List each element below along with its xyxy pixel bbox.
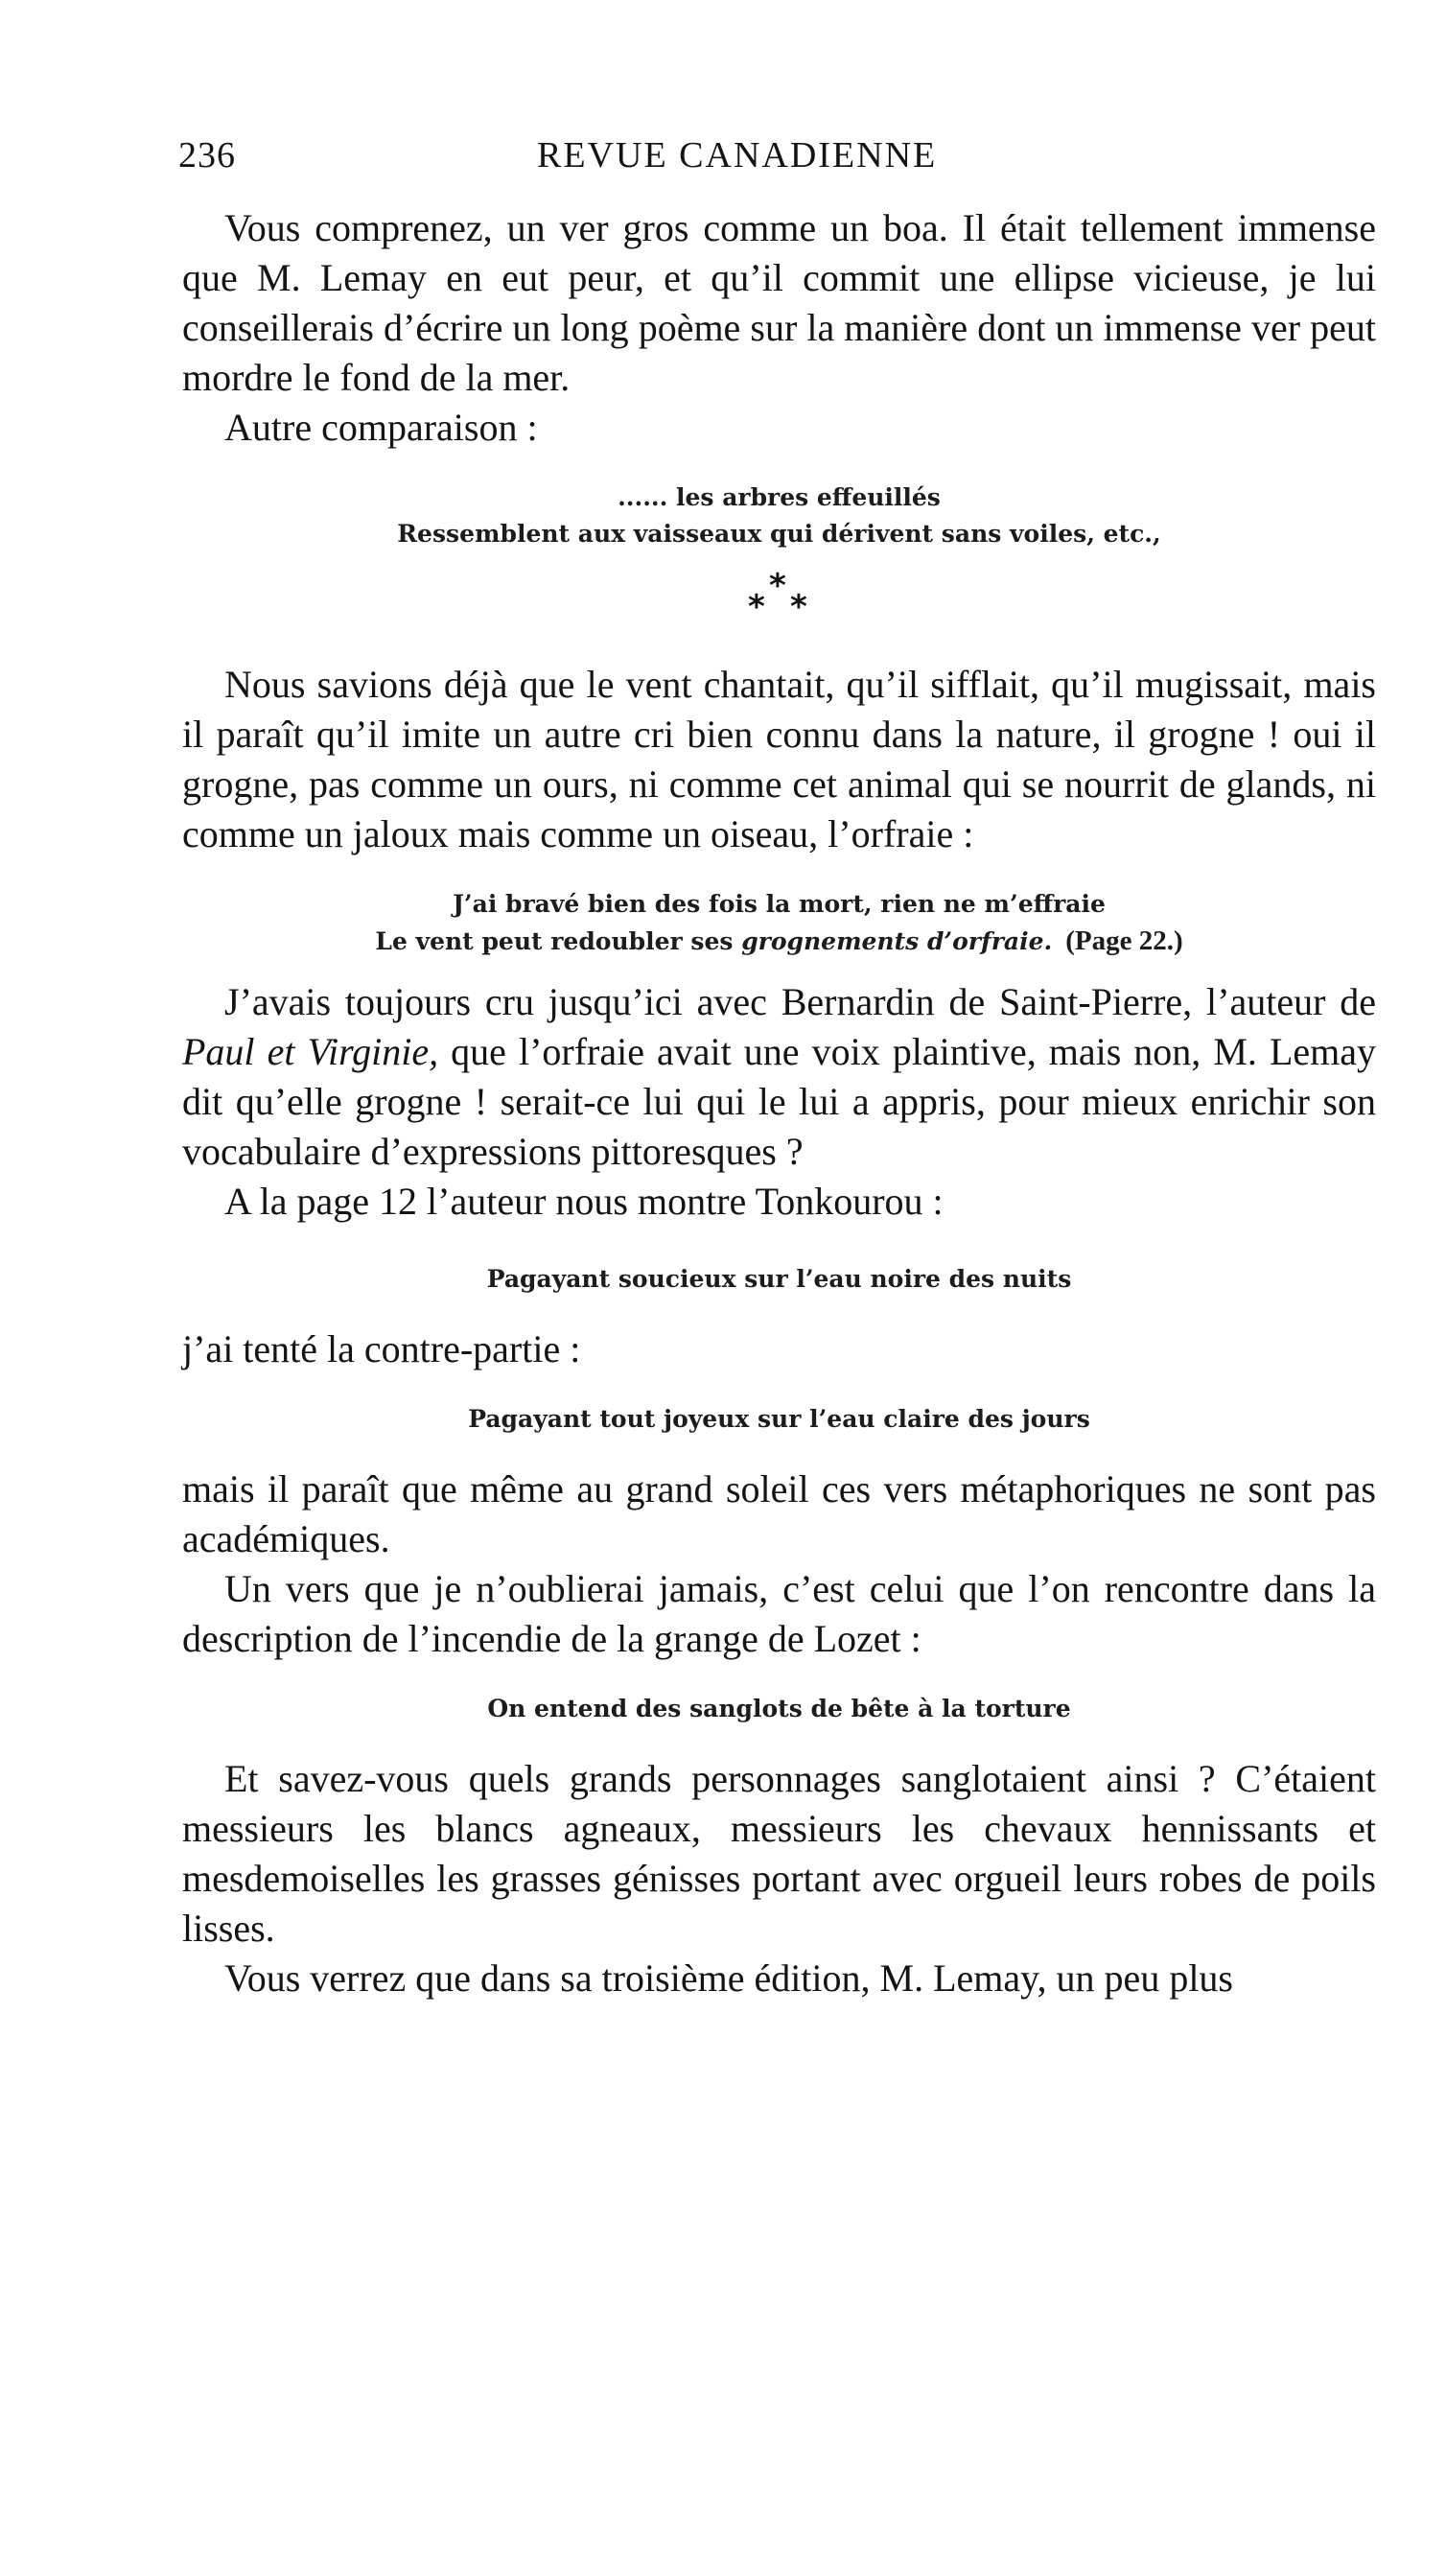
asterism-ornament [182,567,1376,637]
verse-quote-1-line-1: ...... les arbres effeuillés [618,483,941,511]
paragraph-7: mais il paraît que même au grand soleil ces vers métaphoriques ne sont pas académiques. [182,1467,1376,1560]
paragraph-9: Et savez-vous quels grands personnages sanglotaient ainsi ? C’étaient messieurs les blancs agneaux, messieurs les chevaux hennissants et mesdemoiselles les grasses génisses portant avec orgueil leurs robes de poils lisses. [182,1757,1376,1950]
page-number: 236 [178,135,236,176]
paragraph-1: Vous comprenez, un ver gros comme un boa. Il était tellement immense que M. Lemay en eut peur, et qu’il commit une ellipse vicieuse, je lui conseillerais d’écrire un long poème sur la manière dont un immense ver peut mordre le fond de la mer. [182,206,1376,399]
paragraph-4 [182,977,1376,1177]
verse-quote-3-line: Pagayant soucieux sur l’eau noire des nuits [486,1265,1072,1293]
page-body [182,203,1376,2003]
paragraph-2: Autre comparaison : [224,406,538,449]
verse-quote-2-line-2 [182,923,1376,960]
verse-quote-2-line-1: J’ai bravé bien des fois la mort, rien ne m’effraie [453,890,1106,918]
paragraph-6: j’ai tenté la contre-partie : [182,1327,581,1370]
page-header [178,134,1387,184]
verse-quote-2-line-2-text: Le vent peut redoubler ses [375,927,742,955]
verse-quote-5-line: On entend des sanglots de bête à la torture [487,1695,1071,1722]
page-reference: (Page 22.) [1065,925,1183,956]
paragraph-8: Un vers que je n’oublierai jamais, c’est celui que l’on rencontre dans la description de l’incendie de la grange de Lozet : [182,1567,1376,1660]
verse-quote-1 [182,480,1376,552]
asterism-star-top: * [769,567,786,605]
asterism-star-left: * [748,588,765,626]
verse-quote-2 [182,886,1376,960]
asterism-star-right: * [790,588,807,626]
book-title-italic: Paul et Virginie, [182,1030,439,1073]
verse-quote-5 [182,1691,1376,1727]
paragraph-4-text-a: J’avais toujours cru jusqu’ici avec Bernardin de Saint-Pierre, l’auteur de [224,980,1376,1023]
paragraph-5: A la page 12 l’auteur nous montre Tonkourou : [224,1180,944,1223]
verse-quote-4 [182,1401,1376,1438]
verse-quote-2-italic: grognements d’orfraie. [741,927,1053,955]
verse-quote-4-line: Pagayant tout joyeux sur l’eau claire des jours [468,1405,1090,1433]
paragraph-10: Vous verrez que dans sa troisième édition, M. Lemay, un peu plus [224,1956,1233,2000]
verse-quote-3 [182,1261,1376,1298]
verse-quote-1-line-2: Ressemblent aux vaisseaux qui dérivent sans voiles, etc., [397,520,1161,548]
running-title: REVUE CANADIENNE [537,135,938,176]
paragraph-3: Nous savions déjà que le vent chantait, qu’il sifflait, qu’il mugissait, mais il paraît qu’il imite un autre cri bien connu dans la nature, il grogne ! oui il grogne, pas comme un ours, ni comme cet animal qui se nourrit de glands, ni comme un jaloux mais comme un oiseau, l’orfraie : [182,663,1376,855]
paragraph-4-text-b: que l’orfraie avait une voix plaintive, mais non, M. Lemay dit qu’elle grogne ! serait-ce lui qui le lui a appris, pour mieux enrichir son vocabulaire d’expressions pittoresques ? [182,1030,1377,1173]
